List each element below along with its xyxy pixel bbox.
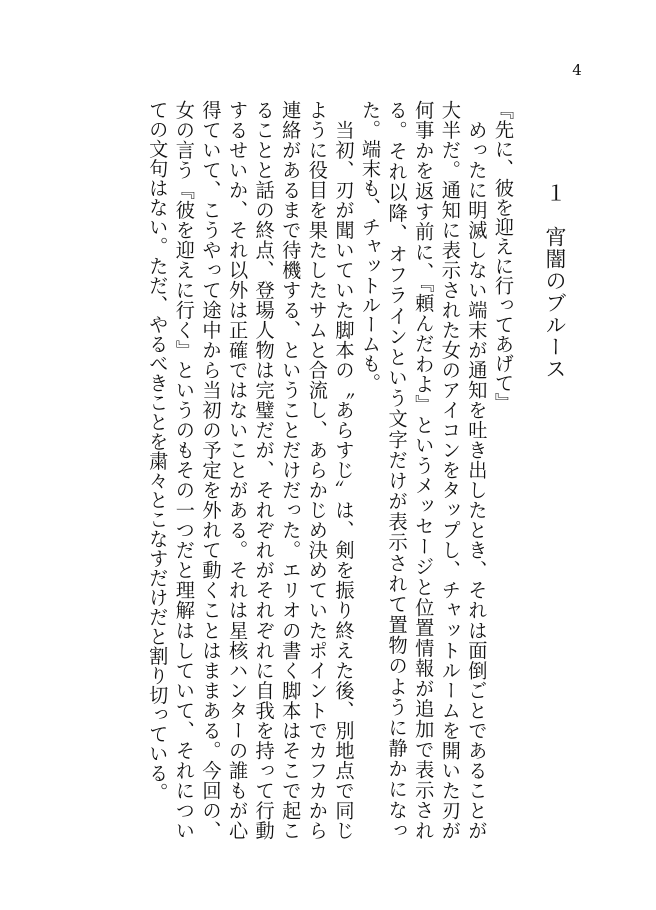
page-number: 4 bbox=[572, 61, 582, 79]
chapter-title: １ 宵闇のブルース bbox=[543, 182, 567, 380]
paragraph-opening-quote: 『先に、彼を迎えに行ってあげて』 bbox=[492, 100, 515, 412]
paragraph-script: 当初、刃が聞いていた脚本の〝あらすじ〟は、剣を振り終えた後、別地点で同じように役目を果たしたサムと合流し、あらかじめ決めていたポイントでカフカから連絡があるまで待機する、ということだけだった。エリオの書く脚本はそこで起こることと話の終点、登場人物は完璧だが、それぞれがそれぞれに自我を持って行動するせいか、それ以外は正確ではないことがある。それは星核ハンターの誰もが心得ていて、こうやって途中から当初の予定を外れて動くことはままある。今回の、女の言う『彼を迎えに行く』というのもその一つだと理解はしていて、それについての文句はない。ただ、やるべきことを粛々とこなすだけだと割り切っている。 bbox=[146, 100, 356, 840]
body-text bbox=[146, 100, 516, 840]
paragraph-notification: めったに明滅しない端末が通知を吐き出したとき、それは面倒ごとであることが大半だ。通知に表示された女のアイコンをタップし、チャットルームを開いた刃が何事かを返す前に、『頼んだわよ』というメッセージと位置情報が追加で表示される。それ以降、オフラインという文字だけが表示されて置物のように静かになった。端末も、チャットルームも。 bbox=[359, 100, 489, 840]
